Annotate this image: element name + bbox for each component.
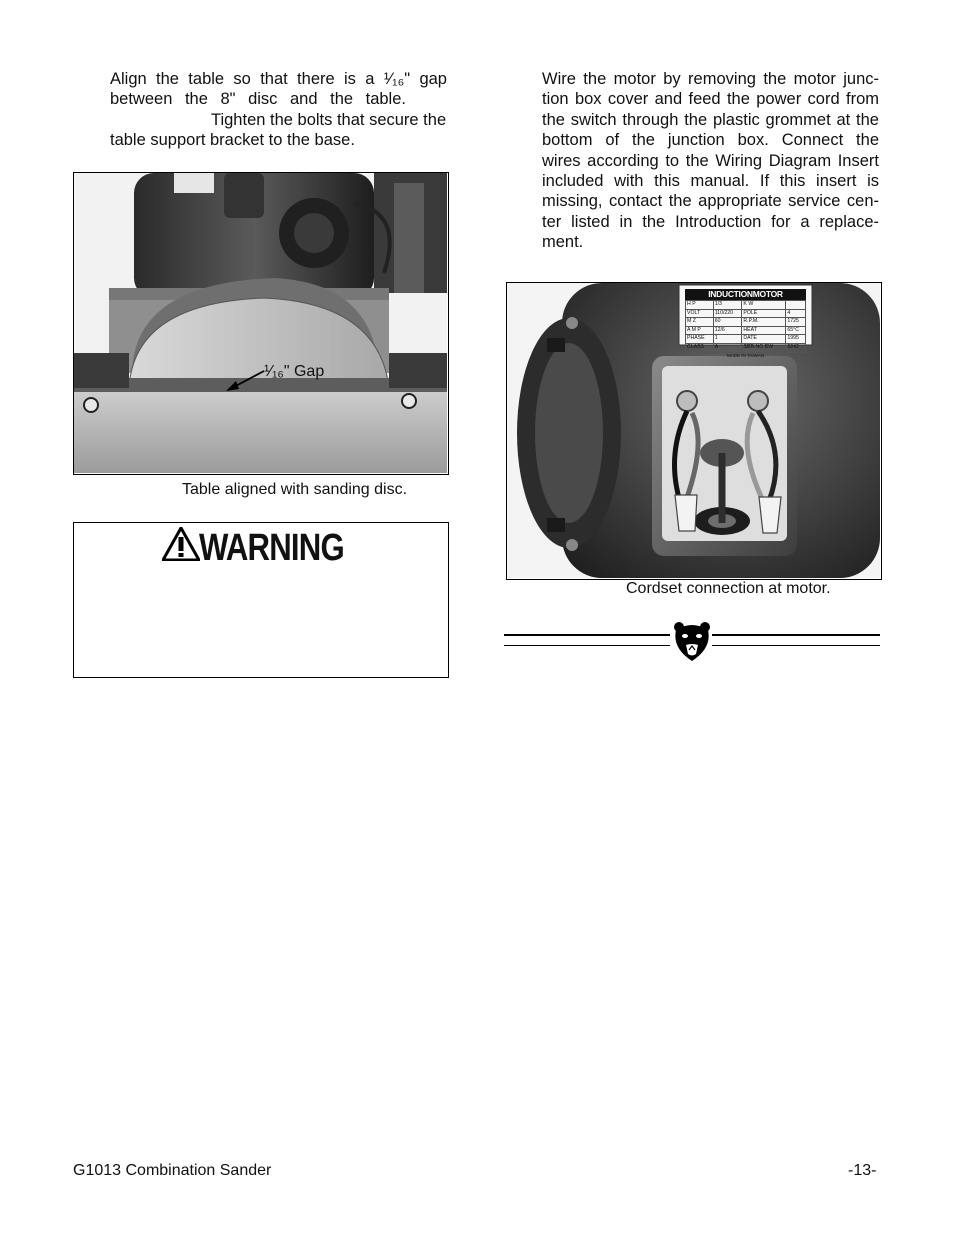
intro-line-1: Align the table so that there is a ¹⁄₁₆" gap	[110, 70, 447, 88]
wiring-line-8: ter listed in the Introduction for a replace-	[542, 212, 879, 231]
footer-page-number: -13-	[848, 1162, 877, 1179]
intro-line-2: between the 8" disc and the table.	[110, 90, 406, 109]
nameplate-cell: 65°C	[786, 326, 806, 335]
nameplate-cell: M Z	[686, 318, 714, 327]
wiring-instructions	[542, 69, 879, 253]
nameplate-row	[686, 309, 806, 318]
motor-nameplate	[685, 289, 806, 359]
wiring-line-4: bottom of the junction box. Connect the	[542, 131, 879, 150]
warning-triangle-icon	[162, 527, 200, 561]
wiring-line-9: ment.	[542, 233, 584, 252]
wiring-line-1: Wire the motor by removing the motor junc-	[542, 70, 879, 88]
nameplate-cell: 1995	[786, 335, 806, 344]
gap-callout-label: ¹⁄₁₆" Gap	[264, 363, 325, 380]
nameplate-cell	[786, 301, 806, 310]
nameplate-cell: K W	[742, 301, 786, 310]
nameplate-cell: 4	[786, 309, 806, 318]
nameplate-cell: 110/220	[713, 309, 742, 318]
nameplate-row	[686, 335, 806, 344]
nameplate-row	[686, 301, 806, 310]
section-divider-left	[504, 634, 670, 636]
nameplate-cell: 3242	[786, 343, 806, 352]
nameplate-cell: 1	[713, 335, 742, 344]
nameplate-cell: 60	[713, 318, 742, 327]
sanding-disc-photo	[73, 172, 449, 475]
nameplate-cell: R.P.M.	[742, 318, 786, 327]
nameplate-cell: SER.NO EW	[742, 343, 786, 352]
alignment-instructions	[110, 69, 447, 151]
nameplate-cell: A	[713, 343, 742, 352]
motor-cordset-photo	[506, 282, 882, 580]
nameplate-cell: PHASE	[686, 335, 714, 344]
nameplate-cell: H P	[686, 301, 714, 310]
wiring-line-6: included with this manual. If this insert is	[542, 172, 879, 191]
nameplate-heading: INDUCTIONMOTOR	[685, 289, 806, 300]
nameplate-cell: 1725	[786, 318, 806, 327]
section-divider-left-thin	[504, 645, 670, 646]
wiring-line-2: tion box cover and feed the power cord from	[542, 90, 879, 109]
nameplate-cell: CLASS	[686, 343, 714, 352]
nameplate-footer: MADE IN TAIWAN	[727, 352, 764, 358]
wiring-line-3: the switch through the plastic grommet at the	[542, 110, 879, 129]
nameplate-cell: 12/6	[713, 326, 742, 335]
wiring-line-7: missing, contact the appropriate service cen-	[542, 192, 879, 211]
figure2-caption: Cordset connection at motor.	[626, 580, 831, 597]
intro-line-4: table support bracket to the base.	[110, 131, 355, 150]
sanding-disc-illustration	[74, 173, 447, 473]
nameplate-row	[686, 318, 806, 327]
nameplate-cell: 1/3	[713, 301, 742, 310]
section-divider-right	[712, 634, 880, 636]
bear-logo-icon	[672, 620, 712, 662]
nameplate-row	[686, 343, 806, 352]
nameplate-cell: A M P	[686, 326, 714, 335]
warning-title: WARNING	[199, 527, 344, 569]
footer-product-name: G1013 Combination Sander	[73, 1162, 272, 1179]
nameplate-cell: DATE	[742, 335, 786, 344]
nameplate-cell: VOLT	[686, 309, 714, 318]
figure1-caption: Table aligned with sanding disc.	[182, 481, 408, 498]
nameplate-table	[685, 300, 806, 353]
section-divider-right-thin	[712, 645, 880, 646]
nameplate-row	[686, 326, 806, 335]
intro-line-3: Tighten the bolts that secure the	[211, 110, 447, 129]
nameplate-cell: POLE	[742, 309, 786, 318]
nameplate-cell: HEAT	[742, 326, 786, 335]
wiring-line-5: wires according to the Wiring Diagram Insert	[542, 151, 879, 170]
